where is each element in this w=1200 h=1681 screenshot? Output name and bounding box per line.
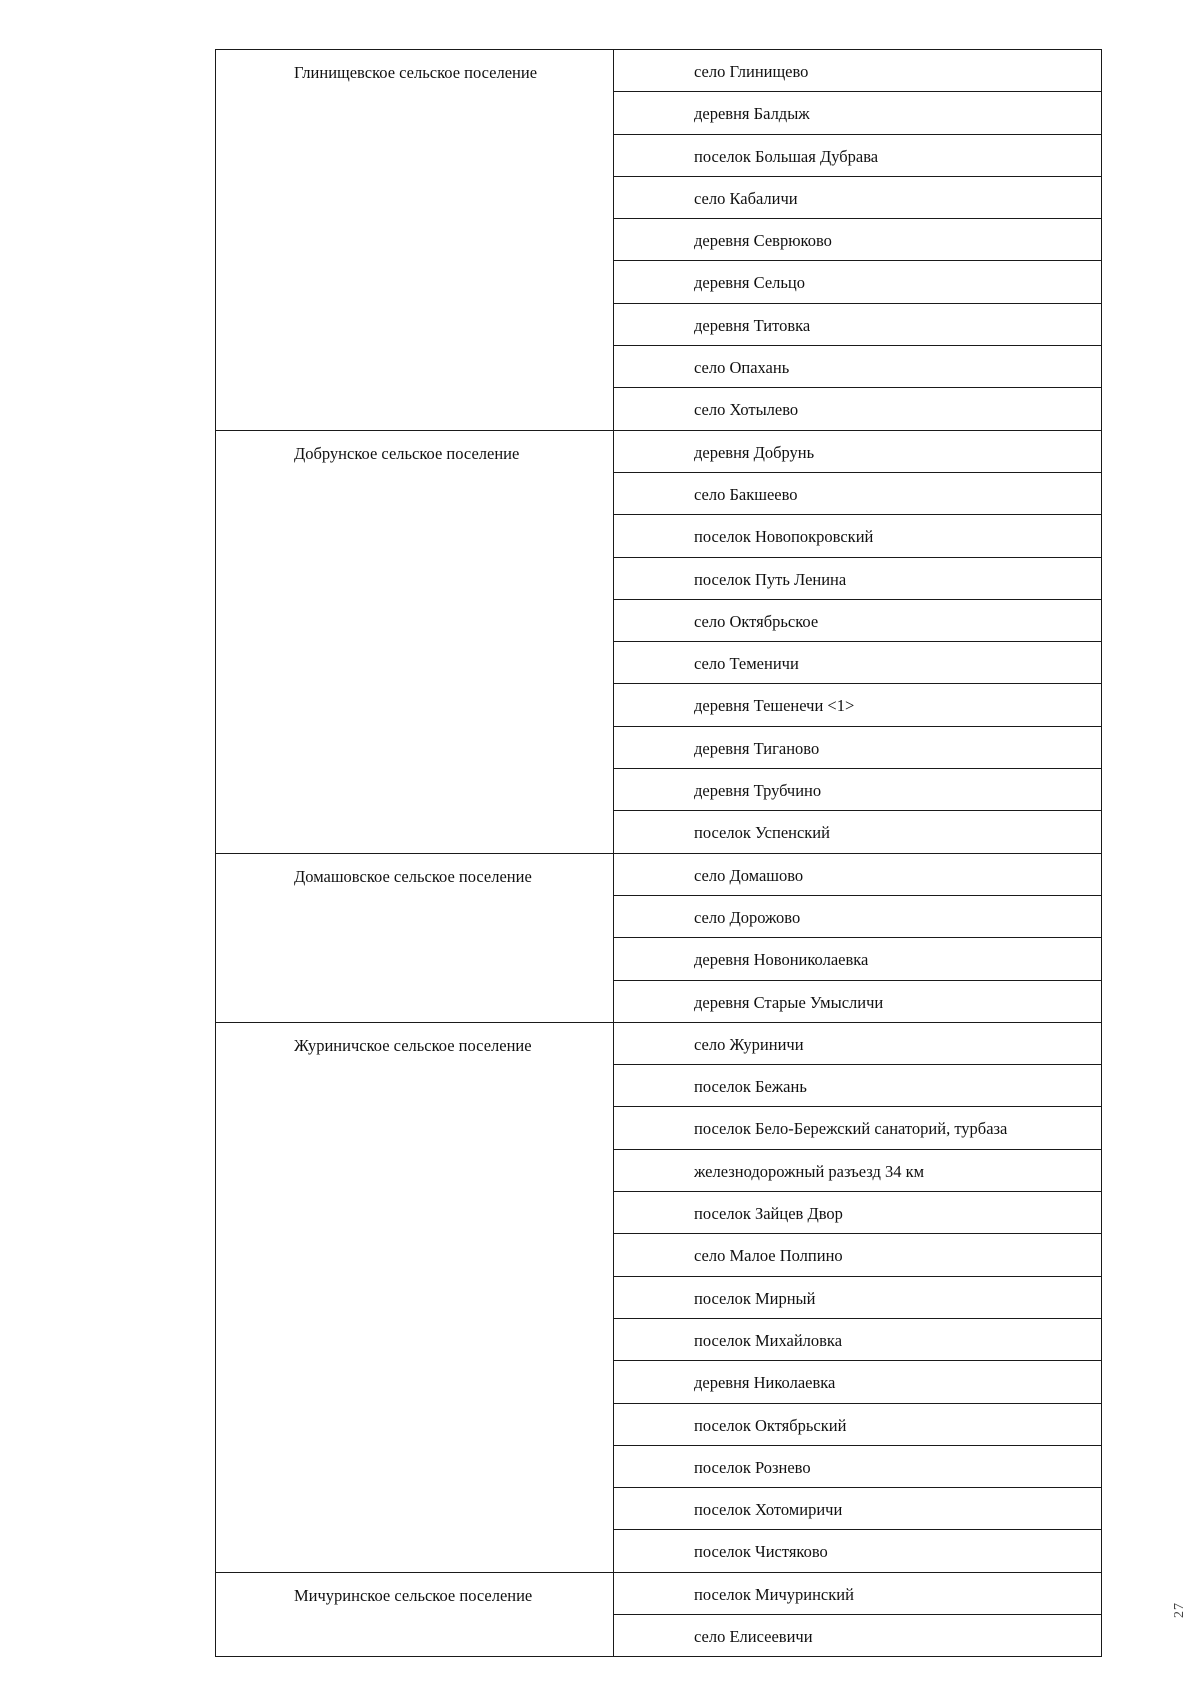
page-margin-mark: 27 <box>1172 1602 1187 1618</box>
settlement-item: деревня Балдыж <box>614 92 1102 134</box>
table-row <box>216 1022 1102 1064</box>
settlement-item: село Октябрьское <box>614 599 1102 641</box>
settlement-item: деревня Николаевка <box>614 1361 1102 1403</box>
settlement-item: деревня Добрунь <box>614 430 1102 472</box>
settlement-item: деревня Новониколаевка <box>614 938 1102 980</box>
settlement-item: село Кабаличи <box>614 176 1102 218</box>
settlement-item: село Елисеевичи <box>614 1614 1102 1656</box>
settlement-item: железнодорожный разъезд 34 км <box>614 1149 1102 1191</box>
settlement-item: село Домашово <box>614 853 1102 895</box>
settlement-group-name: Глинищевское сельское поселение <box>216 50 614 431</box>
settlement-item: поселок Бело-Бережский санаторий, турбаза <box>614 1107 1102 1149</box>
settlement-item: поселок Зайцев Двор <box>614 1192 1102 1234</box>
settlement-item: село Дорожово <box>614 895 1102 937</box>
settlement-item: деревня Тиганово <box>614 726 1102 768</box>
settlement-item: поселок Мичуринский <box>614 1572 1102 1614</box>
settlement-item: поселок Октябрьский <box>614 1403 1102 1445</box>
table-row <box>216 50 1102 92</box>
settlement-item: поселок Рознево <box>614 1445 1102 1487</box>
settlement-item: деревня Севрюково <box>614 219 1102 261</box>
table-row <box>216 1572 1102 1614</box>
settlement-item: поселок Чистяково <box>614 1530 1102 1572</box>
table-row <box>216 430 1102 472</box>
settlement-item: село Теменичи <box>614 642 1102 684</box>
settlement-item: деревня Сельцо <box>614 261 1102 303</box>
settlement-group-name: Журиничское сельское поселение <box>216 1022 614 1572</box>
settlement-group-name: Домашовское сельское поселение <box>216 853 614 1022</box>
settlement-item: поселок Михайловка <box>614 1318 1102 1360</box>
settlement-item: поселок Новопокровский <box>614 515 1102 557</box>
settlement-item: поселок Путь Ленина <box>614 557 1102 599</box>
settlement-item: поселок Большая Дубрава <box>614 134 1102 176</box>
settlement-item: село Глинищево <box>614 50 1102 92</box>
settlement-group-name: Добрунское сельское поселение <box>216 430 614 853</box>
settlement-item: поселок Успенский <box>614 811 1102 853</box>
settlement-group-name: Мичуринское сельское поселение <box>216 1572 614 1657</box>
settlement-item: поселок Бежань <box>614 1065 1102 1107</box>
settlement-item: село Бакшеево <box>614 472 1102 514</box>
settlements-table <box>215 49 1102 1657</box>
settlement-item: село Хотылево <box>614 388 1102 430</box>
settlement-item: село Журиничи <box>614 1022 1102 1064</box>
table-row <box>216 853 1102 895</box>
settlements-table-body <box>216 50 1102 1657</box>
settlement-item: деревня Старые Умысличи <box>614 980 1102 1022</box>
settlement-item: поселок Мирный <box>614 1276 1102 1318</box>
settlement-item: поселок Хотомиричи <box>614 1488 1102 1530</box>
settlement-item: деревня Трубчино <box>614 769 1102 811</box>
settlement-item: село Опахань <box>614 346 1102 388</box>
settlement-item: деревня Тешенечи <1> <box>614 684 1102 726</box>
settlement-item: село Малое Полпино <box>614 1234 1102 1276</box>
settlement-item: деревня Титовка <box>614 303 1102 345</box>
